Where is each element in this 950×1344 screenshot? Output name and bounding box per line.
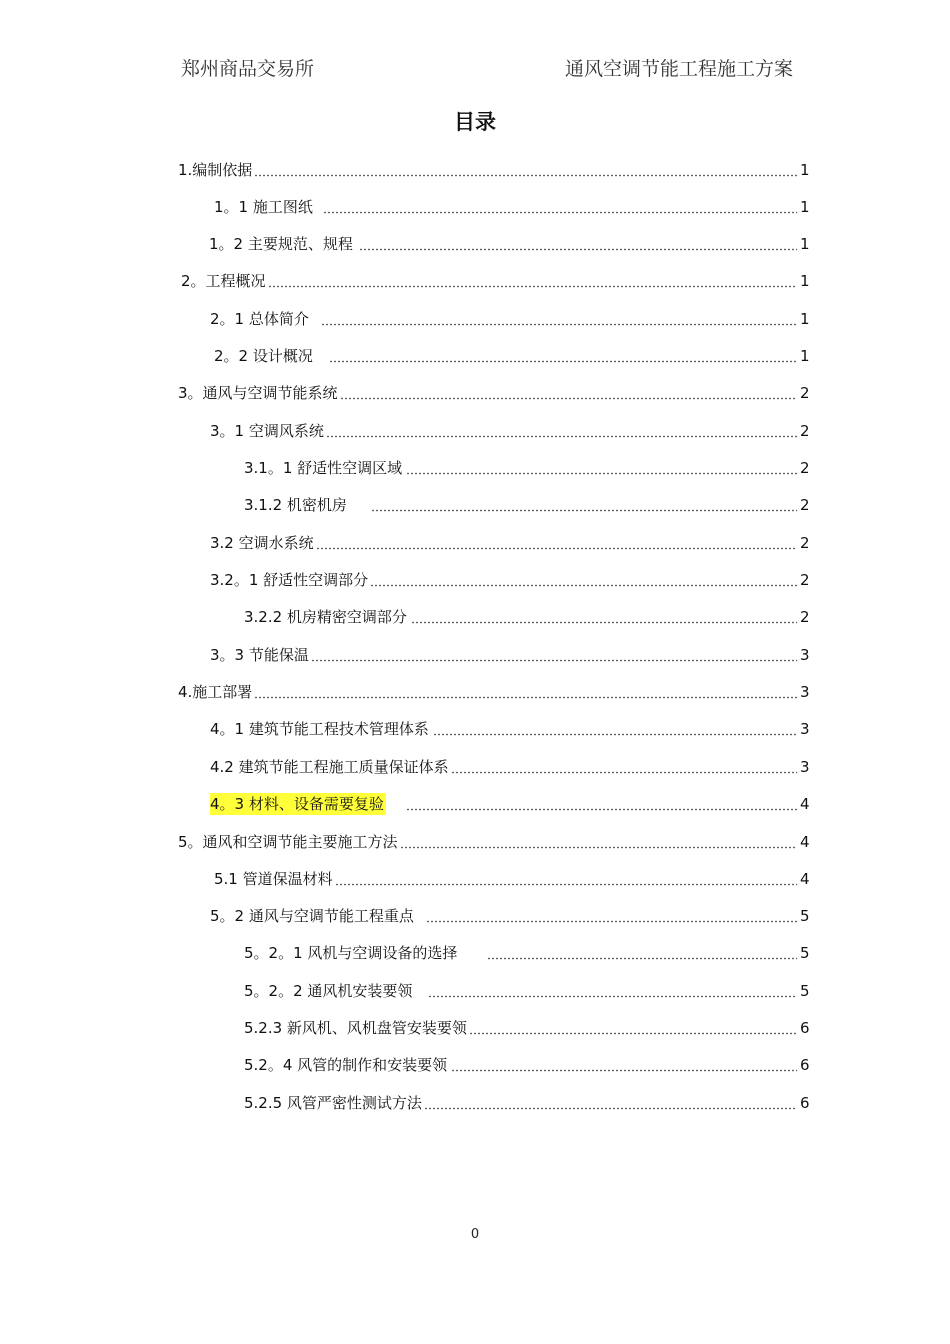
toc-entry-label: 5.1 管道保温材料 xyxy=(214,870,333,888)
toc-dot-leader xyxy=(451,1058,797,1073)
toc-dot-leader xyxy=(359,237,797,252)
toc-entry[interactable] xyxy=(244,494,808,516)
toc-dot-leader xyxy=(311,648,797,663)
toc-dot-leader xyxy=(316,536,797,551)
toc-entry-page: 6 xyxy=(800,1019,810,1037)
toc-entry[interactable] xyxy=(244,1092,808,1114)
toc-entry-page: 3 xyxy=(800,646,810,664)
toc-entry-page: 1 xyxy=(800,161,810,179)
header-right-doc-title: 通风空调节能工程施工方案 xyxy=(564,58,793,80)
toc-entry[interactable] xyxy=(214,345,808,367)
toc-entry[interactable] xyxy=(244,606,808,628)
toc-entry[interactable] xyxy=(210,756,808,778)
toc-dot-leader xyxy=(326,424,797,439)
toc-entry-label: 5.2.5 风管严密性测试方法 xyxy=(244,1094,422,1112)
toc-entry-page: 5 xyxy=(800,982,810,1000)
toc-entry-page: 4 xyxy=(800,870,810,888)
toc-entry-label: 3.1.2 机密机房 xyxy=(244,496,347,514)
header-left-org: 郑州商品交易所 xyxy=(181,58,315,80)
toc-entry-page: 3 xyxy=(800,758,810,776)
toc-dot-leader xyxy=(487,946,797,961)
toc-entry-label: 4.施工部署 xyxy=(178,683,253,701)
toc-entry[interactable] xyxy=(210,718,808,740)
toc-entry[interactable] xyxy=(210,793,808,815)
toc-entry[interactable] xyxy=(210,420,808,442)
toc-entry-page: 1 xyxy=(800,310,810,328)
toc-entry-label: 2。1 总体简介 xyxy=(210,310,309,328)
toc-entry-label: 4.2 建筑节能工程施工质量保证体系 xyxy=(210,758,449,776)
toc-dot-leader xyxy=(329,349,797,364)
toc-dot-leader xyxy=(400,835,797,850)
toc-dot-leader xyxy=(268,274,797,289)
toc-entry-label: 3.1。1 舒适性空调区域 xyxy=(244,459,403,477)
toc-entry-label: 3。3 节能保温 xyxy=(210,646,309,664)
toc-entry-page: 2 xyxy=(800,571,810,589)
toc-dot-leader xyxy=(451,760,797,775)
toc-dot-leader xyxy=(340,386,797,401)
toc-entry-label: 3.2。1 舒适性空调部分 xyxy=(210,571,369,589)
page-number: 0 xyxy=(470,1227,480,1242)
toc-entry-label: 3。1 空调风系统 xyxy=(210,422,324,440)
toc-entry-page: 6 xyxy=(800,1094,810,1112)
toc-entry[interactable] xyxy=(210,905,808,927)
toc-entry[interactable] xyxy=(244,980,808,1002)
toc-dot-leader xyxy=(371,498,797,513)
toc-entry[interactable] xyxy=(210,644,808,666)
toc-entry-label: 5。2 通风与空调节能工程重点 xyxy=(210,907,414,925)
toc-entry-page: 1 xyxy=(800,198,810,216)
toc-entry-page: 1 xyxy=(800,235,810,253)
toc-dot-leader xyxy=(321,312,797,327)
toc-dot-leader xyxy=(406,797,797,812)
toc-entry-page: 3 xyxy=(800,720,810,738)
toc-entry-label: 5.2.3 新风机、风机盘管安装要领 xyxy=(244,1019,467,1037)
toc-entry[interactable] xyxy=(244,457,808,479)
toc-entry-label: 2。2 设计概况 xyxy=(214,347,313,365)
toc-entry[interactable] xyxy=(209,233,808,255)
toc-entry[interactable] xyxy=(178,681,808,703)
toc-entry-page: 2 xyxy=(800,496,810,514)
toc-entry[interactable] xyxy=(210,569,808,591)
toc-entry[interactable] xyxy=(181,270,808,292)
toc-entry[interactable] xyxy=(244,1017,808,1039)
toc-entry[interactable] xyxy=(178,831,808,853)
toc-entry-label: 4。3 材料、设备需要复验 xyxy=(210,795,384,813)
toc-entry-label: 2。工程概况 xyxy=(181,272,266,290)
toc-entry[interactable] xyxy=(214,868,808,890)
toc-entry-label: 5.2。4 风管的制作和安装要领 xyxy=(244,1056,448,1074)
toc-dot-leader xyxy=(426,909,797,924)
toc-entry[interactable] xyxy=(178,382,808,404)
toc-entry[interactable] xyxy=(244,942,808,964)
toc-entry-page: 3 xyxy=(800,683,810,701)
toc-entry-page: 5 xyxy=(800,944,810,962)
toc-entry-page: 1 xyxy=(800,272,810,290)
toc-entry-label: 5。通风和空调节能主要施工方法 xyxy=(178,833,398,851)
toc-entry[interactable] xyxy=(178,159,808,181)
toc-dot-leader xyxy=(335,872,797,887)
toc-entry-page: 4 xyxy=(800,833,810,851)
toc-dot-leader xyxy=(411,610,797,625)
toc-entry-label: 1。2 主要规范、规程 xyxy=(209,235,353,253)
toc-entry-page: 5 xyxy=(800,907,810,925)
toc-dot-leader xyxy=(370,573,797,588)
toc-entry-page: 6 xyxy=(800,1056,810,1074)
toc-entry-label: 5。2。2 通风机安装要领 xyxy=(244,982,413,1000)
toc-dot-leader xyxy=(254,163,797,178)
toc-entry-label: 3。通风与空调节能系统 xyxy=(178,384,338,402)
toc-dot-leader xyxy=(254,685,797,700)
toc-entry-label: 3.2.2 机房精密空调部分 xyxy=(244,608,407,626)
toc-entry[interactable] xyxy=(214,196,808,218)
toc-entry-page: 2 xyxy=(800,459,810,477)
toc-dot-leader xyxy=(428,984,797,999)
toc-entry-page: 2 xyxy=(800,534,810,552)
toc-entry-page: 1 xyxy=(800,347,810,365)
toc-dot-leader xyxy=(469,1021,797,1036)
toc-dot-leader xyxy=(406,461,797,476)
toc-entry-page: 2 xyxy=(800,384,810,402)
toc-entry[interactable] xyxy=(210,308,808,330)
toc-dot-leader xyxy=(424,1096,797,1111)
toc-entry-label: 1.编制依据 xyxy=(178,161,253,179)
toc-entry-label: 1。1 施工图纸 xyxy=(214,198,313,216)
toc-title: 目录 xyxy=(454,110,496,134)
toc-entry-label: 4。1 建筑节能工程技术管理体系 xyxy=(210,720,429,738)
toc-entry-page: 2 xyxy=(800,608,810,626)
toc-entry-label: 3.2 空调水系统 xyxy=(210,534,314,552)
toc-dot-leader xyxy=(433,722,797,737)
toc-dot-leader xyxy=(323,200,797,215)
toc-entry-label: 5。2。1 风机与空调设备的选择 xyxy=(244,944,458,962)
toc-entry[interactable] xyxy=(210,532,808,554)
toc-entry-page: 2 xyxy=(800,422,810,440)
toc-entry-page: 4 xyxy=(800,795,810,813)
toc-entry[interactable] xyxy=(244,1054,808,1076)
